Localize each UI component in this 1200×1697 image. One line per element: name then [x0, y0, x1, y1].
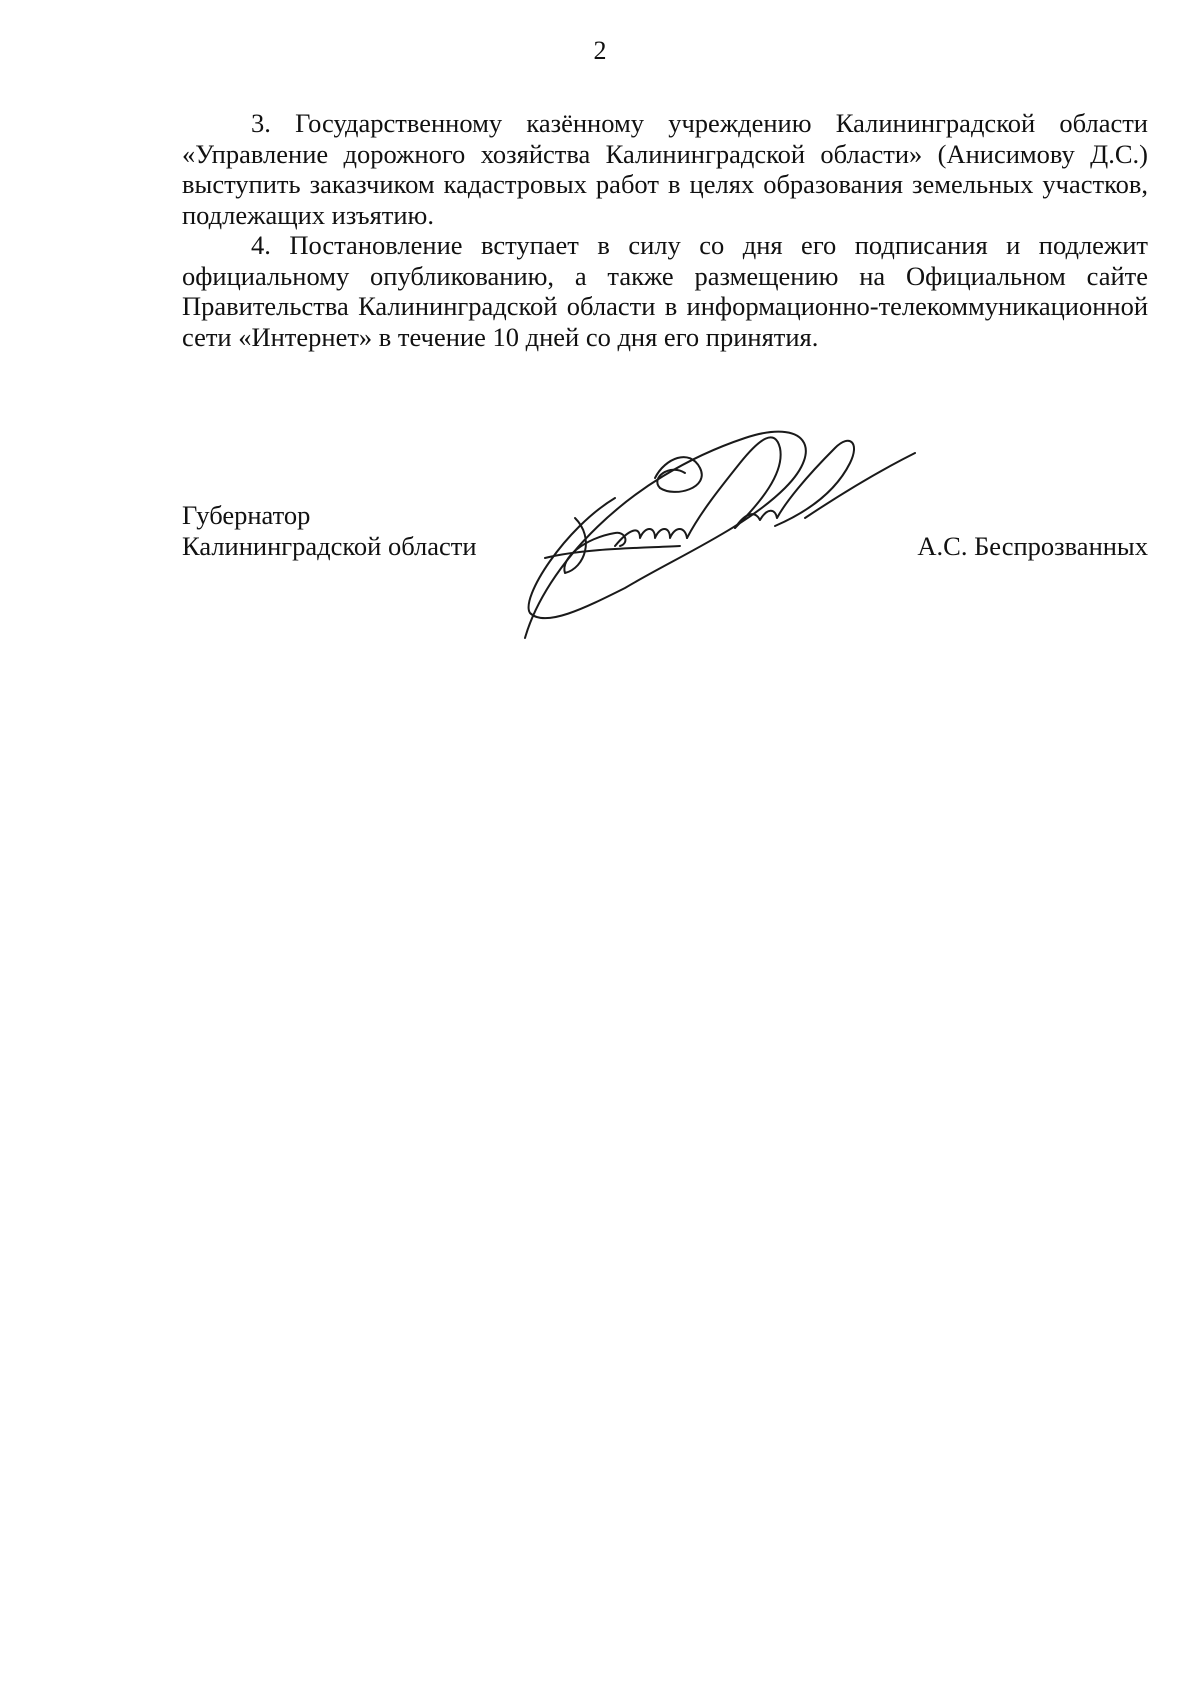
signature-block — [182, 500, 1148, 580]
page-number: 2 — [593, 36, 607, 65]
document-body — [182, 108, 1148, 352]
paragraph-3: 3. Государственному казённому учреждению Калининградской области «Управление дорожного хозяйства Калининградской области» (Анисимову Д.С.) выступить заказчиком кадастровых работ в целях образования земельных участков, подлежащих изъятию. — [182, 108, 1148, 230]
signatory-position — [182, 500, 477, 562]
paragraph-4: 4. Постановление вступает в силу со дня его подписания и подлежит официальному опубликованию, а также размещению на Официальном сайте Правительства Калининградской области в информационно-телекоммуникационной сети «Интернет» в течение 10 дней со дня его принятия. — [182, 230, 1148, 352]
position-line-1: Губернатор — [182, 500, 311, 530]
signatory-name: А.С. Беспрозванных — [917, 531, 1148, 561]
position-line-2: Калининградской области — [182, 531, 477, 561]
